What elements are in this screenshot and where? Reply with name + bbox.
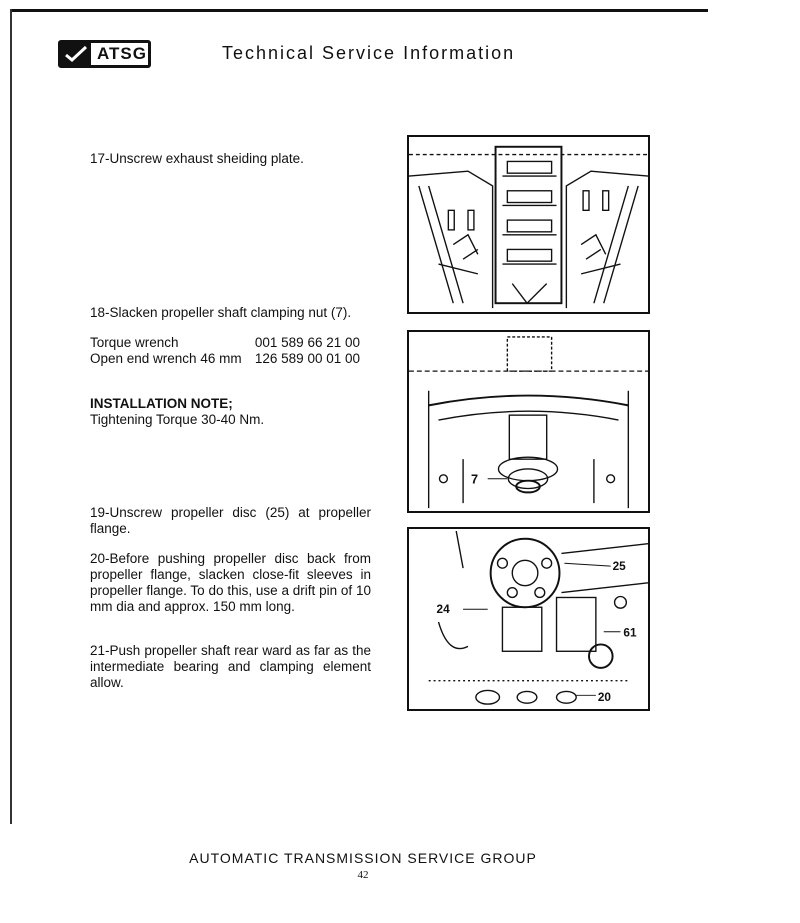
page-left-rule bbox=[10, 9, 12, 824]
callout-7: 7 bbox=[470, 471, 479, 487]
step-18: 18-Slacken propeller shaft clamping nut (7). bbox=[90, 305, 352, 320]
tool-row bbox=[90, 335, 360, 351]
page-title: Technical Service Information bbox=[222, 43, 516, 63]
tool-part-number: 001 589 66 21 00 bbox=[254, 335, 360, 350]
callout-25: 25 bbox=[612, 560, 626, 574]
page-top-rule bbox=[10, 9, 708, 12]
installation-note-text: Tightening Torque 30-40 Nm. bbox=[90, 412, 265, 427]
step-19: 19-Unscrew propeller disc (25) at propeller flange. bbox=[90, 505, 371, 536]
figure-exhaust-shield bbox=[407, 135, 650, 314]
callout-20: 20 bbox=[597, 691, 611, 705]
tool-row bbox=[90, 351, 360, 367]
installation-note-heading: INSTALLATION NOTE; bbox=[90, 396, 233, 411]
tool-part-number: 126 589 00 01 00 bbox=[254, 351, 360, 366]
logo-text: ATSG bbox=[97, 44, 147, 63]
step-17: 17-Unscrew exhaust sheiding plate. bbox=[90, 151, 304, 166]
figure-clamping-nut bbox=[407, 330, 650, 513]
callout-24: 24 bbox=[436, 603, 450, 617]
logo-check-icon bbox=[61, 43, 91, 65]
figure-propeller-disc bbox=[407, 527, 650, 711]
step-20: 20-Before pushing propeller disc back from propeller flange, slacken close-fit sleeves in propeller flange. To do this, use a drift pin of 10 mm dia and approx. 150 mm long. bbox=[90, 551, 371, 614]
page-number: 42 bbox=[357, 869, 369, 881]
footer-title: AUTOMATIC TRANSMISSION SERVICE GROUP bbox=[189, 850, 537, 866]
tool-list bbox=[90, 335, 360, 367]
step-21: 21-Push propeller shaft rear ward as far as the intermediate bearing and clamping element allow. bbox=[90, 643, 371, 690]
atsg-logo bbox=[58, 40, 151, 68]
callout-61: 61 bbox=[623, 626, 637, 640]
tool-name: Torque wrench bbox=[90, 335, 179, 350]
tool-name: Open end wrench 46 mm bbox=[90, 351, 242, 366]
